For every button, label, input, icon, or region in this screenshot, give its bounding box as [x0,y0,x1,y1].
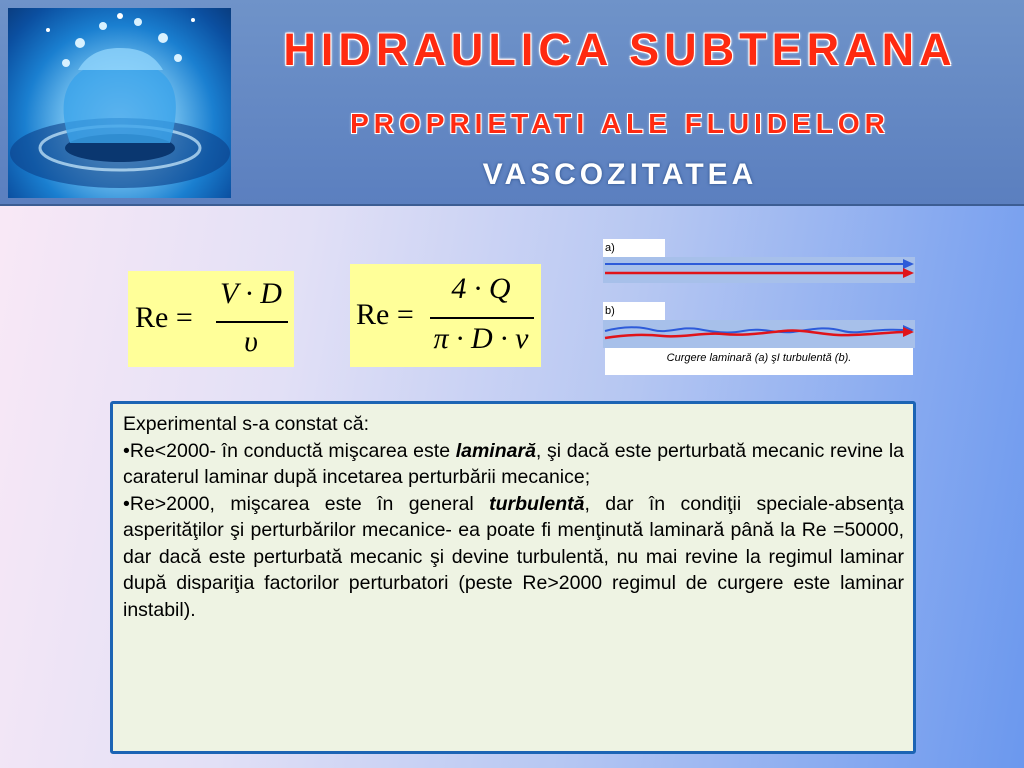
laminar-text-start: •Re<2000- în conductă mişcarea este [123,439,456,462]
turbulent-text-end: , dar în condiţii speciale-absenţa asperităţilor şi perturbărilor mecanice- ea poate fi menţinută laminară până la Re =50000, dar dacă este perturbată mecanic şi devine turbulentă, nu mai revine la regimul laminar după dispariţia factorilor perturbatori (peste Re>2000 regimul de curgere este laminar instabil). [123,492,904,621]
formula-numerator: 4 · Q [451,272,511,305]
figure-label-a: a) [603,239,665,257]
formula-lhs: Re = [356,298,414,331]
figure-caption: Curgere laminară (a) şI turbulentă (b). [605,348,913,375]
formula-denominator: π · D · ν [433,322,529,355]
turbulent-flow-strip [603,320,915,348]
reynolds-formula-flow [350,264,541,367]
water-splash-icon [8,8,231,198]
slide-header [0,0,1024,206]
slide-section: VASCOZITATEA [482,158,758,191]
formula-lhs: Re = [135,301,193,334]
formula-denominator: υ [244,325,258,358]
fraction-bar [216,321,288,323]
laminar-paragraph [123,438,904,491]
flow-diagram [603,236,915,376]
reynolds-formula-velocity [128,271,294,367]
intro-text: Experimental s-a constat că: [123,413,370,435]
fraction-bar [430,317,534,319]
slide-subtitle: PROPRIETATI ALE FLUIDELOR [350,108,890,139]
content-box [110,401,916,754]
turbulent-term: turbulentă [489,492,585,515]
laminar-text-end: , şi dacă este perturbată mecanic revine la caraterul laminar după incetarea perturbării mecanice; [123,439,904,488]
laminar-term: laminară [455,439,536,462]
turbulent-paragraph [123,491,904,624]
slide-title: HIDRAULICA SUBTERANA [283,24,957,75]
figure-label-b: b) [603,302,665,320]
laminar-flow-strip [603,257,915,283]
turbulent-text-start: •Re>2000, mişcarea este în general [123,492,490,515]
formula-numerator: V · D [220,277,282,310]
